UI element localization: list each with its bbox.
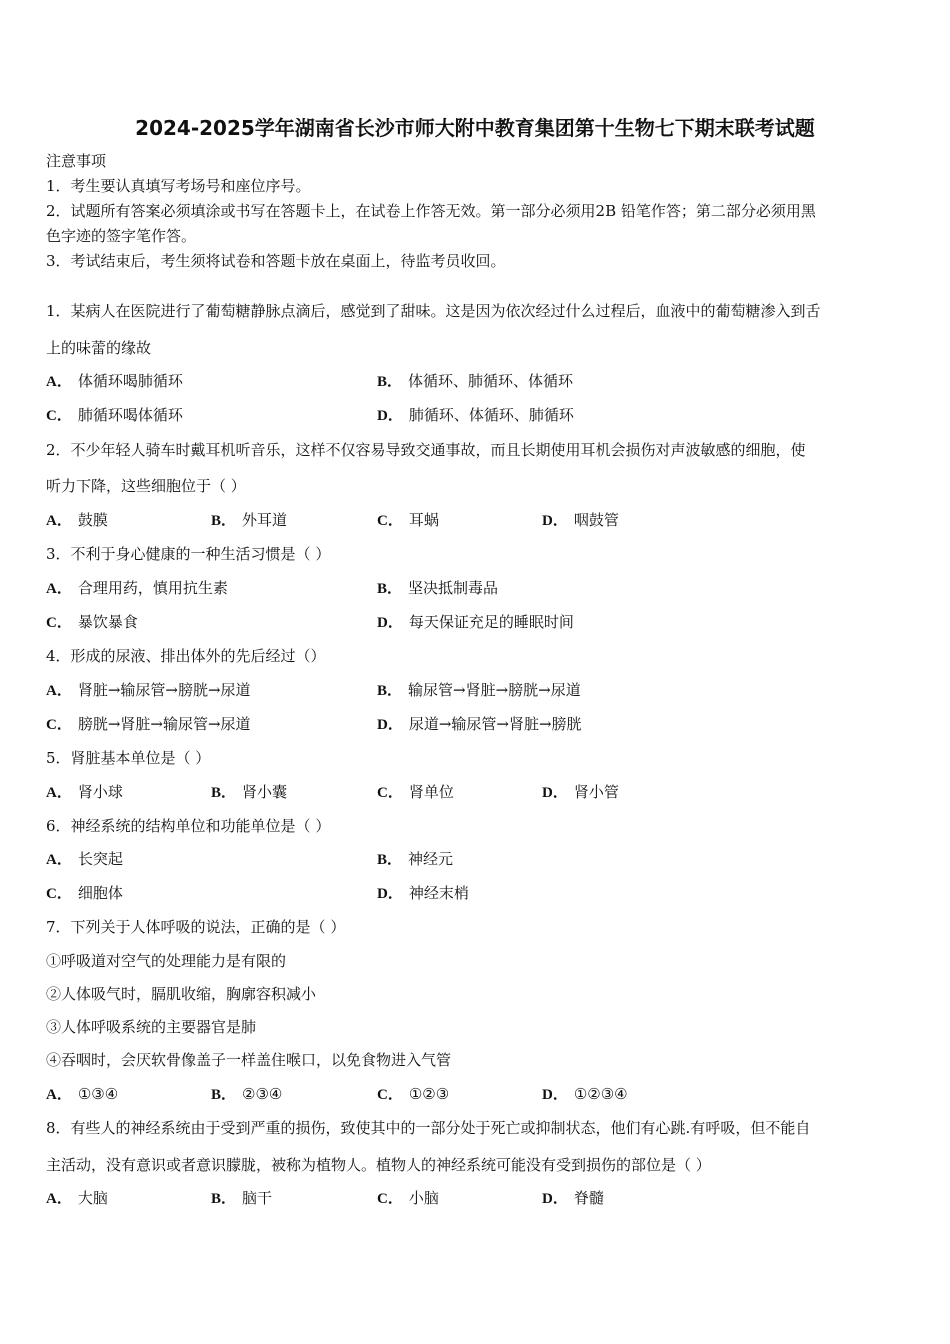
question-2-stem-cont: 听力下降，这些细胞位于（ ） <box>46 477 246 495</box>
question-7-statement: ①呼吸道对空气的处理能力是有限的 <box>46 952 287 970</box>
question-4-option-a: A． 肾脏→输尿管→膀胱→尿道 <box>46 681 251 699</box>
question-2-stem: 2．不少年轻人骑车时戴耳机听音乐，这样不仅容易导致交通事故，而且长期使用耳机会损伤对声波敏感的细胞，使 <box>46 441 806 459</box>
question-6-option-c: C． 细胞体 <box>46 884 123 902</box>
question-5-option-d: D． 肾小管 <box>542 783 619 801</box>
question-4-option-d: D． 尿道→输尿管→肾脏→膀胱 <box>377 715 582 733</box>
question-8-stem: 8．有些人的神经系统由于受到严重的损伤，致使其中的一部分处于死亡或抑制状态，他们有心跳.有呼吸，但不能自 <box>46 1119 811 1137</box>
question-8-option-b: B． 脑干 <box>211 1189 273 1207</box>
question-3-option-c: C． 暴饮暴食 <box>46 613 138 631</box>
question-1-option-d: D． 肺循环、体循环、肺循环 <box>377 406 574 424</box>
question-4-stem: 4．形成的尿液、排出体外的先后经过（） <box>46 647 326 665</box>
question-3-stem: 3．不利于身心健康的一种生活习惯是（ ） <box>46 545 331 563</box>
question-2-option-d: D． 咽鼓管 <box>542 511 619 529</box>
question-1-option-c: C． 肺循环喝体循环 <box>46 406 183 424</box>
question-6-stem: 6．神经系统的结构单位和功能单位是（ ） <box>46 817 331 835</box>
question-7-statement: ③人体呼吸系统的主要器官是肺 <box>46 1018 257 1036</box>
question-1-stem-cont: 上的味蕾的缘故 <box>46 339 152 357</box>
notice-item: 1．考生要认真填写考场号和座位序号。 <box>46 177 311 195</box>
question-5-stem: 5．肾脏基本单位是（ ） <box>46 749 211 767</box>
question-7-option-c: C． ①②③ <box>377 1085 450 1103</box>
question-7-stem: 7．下列关于人体呼吸的说法，正确的是（ ） <box>46 918 346 936</box>
question-6-option-b: B． 神经元 <box>377 850 454 868</box>
question-8-stem-cont: 主活动，没有意识或者意识朦胧，被称为植物人。植物人的神经系统可能没有受到损伤的部位是（ ） <box>46 1156 711 1174</box>
question-2-option-a: A． 鼓膜 <box>46 511 108 529</box>
question-6-option-a: A． 长突起 <box>46 850 123 868</box>
question-1-option-b: B． 体循环、肺循环、体循环 <box>377 372 574 390</box>
notice-heading: 注意事项 <box>46 152 107 170</box>
question-3-option-d: D． 每天保证充足的睡眠时间 <box>377 613 574 631</box>
question-2-option-b: B． 外耳道 <box>211 511 288 529</box>
question-3-option-a: A． 合理用药，慎用抗生素 <box>46 579 228 597</box>
question-7-statement: ②人体吸气时，膈肌收缩，胸廓容积减小 <box>46 985 317 1003</box>
question-5-option-c: C． 肾单位 <box>377 783 454 801</box>
question-4-option-c: C． 膀胱→肾脏→输尿管→尿道 <box>46 715 251 733</box>
question-7-statement: ④吞咽时，会厌软骨像盖子一样盖住喉口，以免食物进入气管 <box>46 1051 452 1069</box>
notice-item: 2．试题所有答案必须填涂或书写在答题卡上，在试卷上作答无效。第一部分必须用2B 铅笔作答；第二部分必须用黑 <box>46 202 816 220</box>
question-2-option-c: C． 耳蜗 <box>377 511 439 529</box>
question-5-option-a: A． 肾小球 <box>46 783 123 801</box>
question-8-option-d: D． 脊髓 <box>542 1189 604 1207</box>
question-8-option-c: C． 小脑 <box>377 1189 439 1207</box>
question-3-option-b: B． 坚决抵制毒品 <box>377 579 499 597</box>
question-6-option-d: D． 神经末梢 <box>377 884 469 902</box>
question-5-option-b: B． 肾小囊 <box>211 783 288 801</box>
question-7-option-a: A． ①③④ <box>46 1085 119 1103</box>
question-1-stem: 1．某病人在医院进行了葡萄糖静脉点滴后，感觉到了甜味。这是因为依次经过什么过程后，血液中的葡萄糖渗入到舌 <box>46 302 821 320</box>
question-7-option-b: B． ②③④ <box>211 1085 283 1103</box>
notice-item: 3．考试结束后，考生须将试卷和答题卡放在桌面上，待监考员收回。 <box>46 252 506 270</box>
question-8-option-a: A． 大脑 <box>46 1189 108 1207</box>
question-1-option-a: A． 体循环喝肺循环 <box>46 372 183 390</box>
page-title: 2024-2025学年湖南省长沙市师大附中教育集团第十生物七下期末联考试题 <box>135 116 815 140</box>
question-4-option-b: B． 输尿管→肾脏→膀胱→尿道 <box>377 681 581 699</box>
notice-item: 色字迹的签字笔作答。 <box>46 227 197 245</box>
question-7-option-d: D． ①②③④ <box>542 1085 628 1103</box>
